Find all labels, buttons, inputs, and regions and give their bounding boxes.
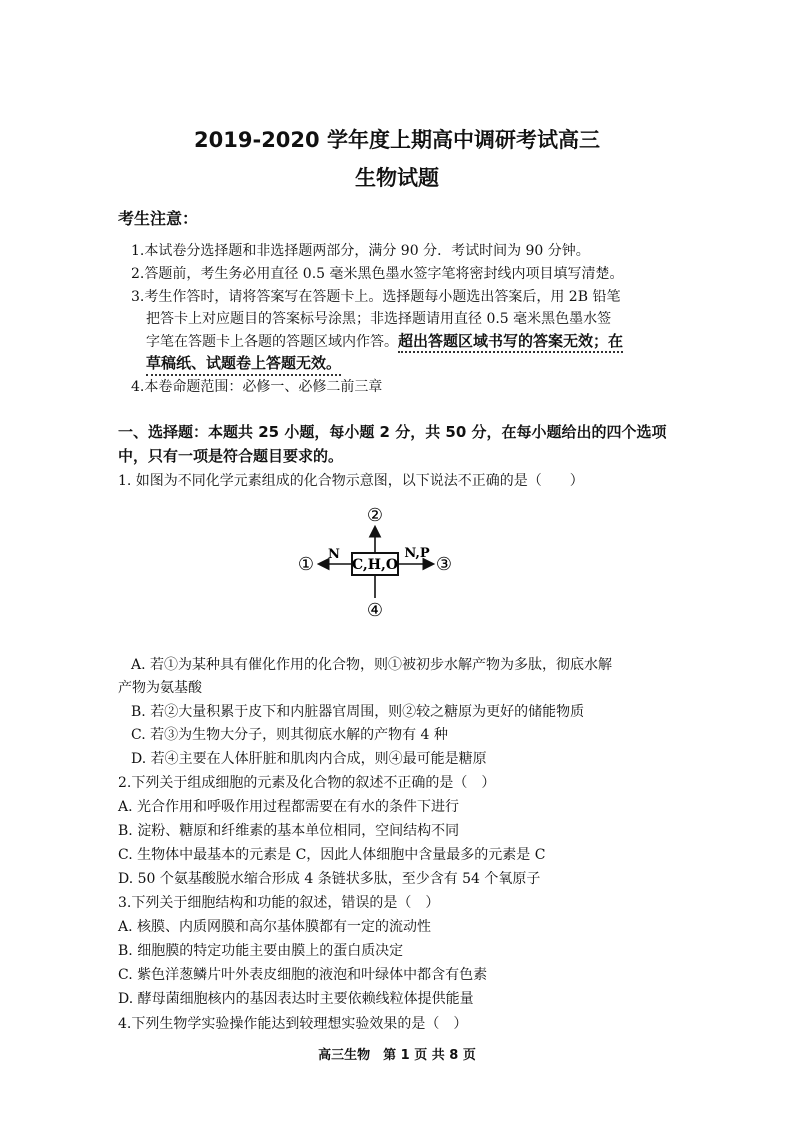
top-node-label: ② — [366, 505, 384, 526]
q3-option-a: A. 核膜、内质网膜和高尔基体膜都有一定的流动性 — [118, 919, 432, 935]
notice-item-3-line-3 — [146, 330, 623, 351]
left-arrow-label: N — [328, 547, 340, 562]
section-1-heading-line-2: 中，只有一项是符合题目要求的。 — [118, 447, 344, 465]
notice-item-2: 2.答题前，考生务必用直径 0.5 毫米黑色墨水签字笔将密封线内项目填写清楚。 — [131, 266, 624, 282]
notice-item-3-plain: 字笔在答题卡上各题的答题区域内作答。 — [146, 334, 398, 350]
q3-option-b: B. 细胞膜的特定功能主要由膜上的蛋白质决定 — [118, 943, 404, 959]
right-node-label: ③ — [435, 554, 453, 575]
q1-compound-diagram — [290, 500, 460, 624]
q1-option-b: B. 若②大量积累于皮下和内脏器官周围，则②较之糖原为更好的储能物质 — [131, 704, 585, 720]
exam-subtitle: 生物试题 — [355, 166, 439, 190]
left-node-label: ① — [297, 554, 315, 575]
q3-option-d: D. 酵母菌细胞核内的基因表达时主要依赖线粒体提供能量 — [118, 991, 474, 1007]
notice-item-3-line-1: 3.考生作答时，请将答案写在答题卡上。选择题每小题选出答案后，用 2B 铅笔 — [131, 289, 621, 305]
q1-option-c: C. 若③为生物大分子，则其彻底水解的产物有 4 种 — [131, 727, 448, 743]
q3-option-c: C. 紫色洋葱鳞片叶外表皮细胞的液泡和叶绿体中都含有色素 — [118, 967, 488, 983]
page-footer: 高三生物 第 1 页 共 8 页 — [318, 1048, 476, 1063]
q2-option-b: B. 淀粉、糖原和纤维素的基本单位相同，空间结构不同 — [118, 823, 460, 839]
q1-option-d: D. 若④主要在人体肝脏和肌肉内合成，则④最可能是糖原 — [131, 751, 487, 767]
section-1-heading-line-1: 一、选择题：本题共 25 小题，每小题 2 分，共 50 分，在每小题给出的四个选项 — [118, 423, 667, 441]
notice-item-3-line-4: 草稿纸、试题卷上答题无效。 — [146, 352, 341, 376]
q2-option-c: C. 生物体中最基本的元素是 C，因此人体细胞中含量最多的元素是 C — [118, 847, 546, 863]
q2-option-d: D. 50 个氨基酸脱水缩合形成 4 条链状多肽，至少含有 54 个氧原子 — [118, 871, 541, 887]
notice-item-3-emphasis: 超出答题区域书写的答案无效；在 — [398, 332, 623, 353]
q1-stem: 1. 如图为不同化学元素组成的化合物示意图，以下说法不正确的是（ ） — [118, 473, 584, 489]
q1-option-a-line-2: 产物为氨基酸 — [118, 680, 202, 696]
q2-option-a: A. 光合作用和呼吸作用过程都需要在有水的条件下进行 — [118, 799, 460, 815]
center-elements-label: C,H,O — [351, 557, 399, 573]
q2-stem: 2.下列关于组成细胞的元素及化合物的叙述不正确的是（ ） — [118, 775, 496, 791]
q1-option-a-line-1: A. 若①为某种具有催化作用的化合物，则①被初步水解产物为多肽，彻底水解 — [131, 657, 613, 673]
q3-stem: 3.下列关于细胞结构和功能的叙述，错误的是（ ） — [118, 895, 440, 911]
right-arrow-label: N,P — [404, 546, 430, 561]
exam-title: 2019-2020 学年度上期高中调研考试高三 — [194, 128, 600, 152]
notice-item-3-line-2: 把答卡上对应题目的答案标号涂黑；非选择题请用直径 0.5 毫米黑色墨水签 — [146, 311, 612, 327]
notice-heading: 考生注意： — [118, 209, 199, 228]
notice-item-1: 1.本试卷分选择题和非选择题两部分，满分 90 分．考试时间为 90 分钟。 — [131, 243, 590, 259]
notice-item-4: 4.本卷命题范围：必修一、必修二前三章 — [131, 379, 383, 395]
q4-stem: 4.下列生物学实验操作能达到较理想实验效果的是（ ） — [118, 1016, 468, 1032]
bottom-node-label: ④ — [366, 600, 384, 621]
